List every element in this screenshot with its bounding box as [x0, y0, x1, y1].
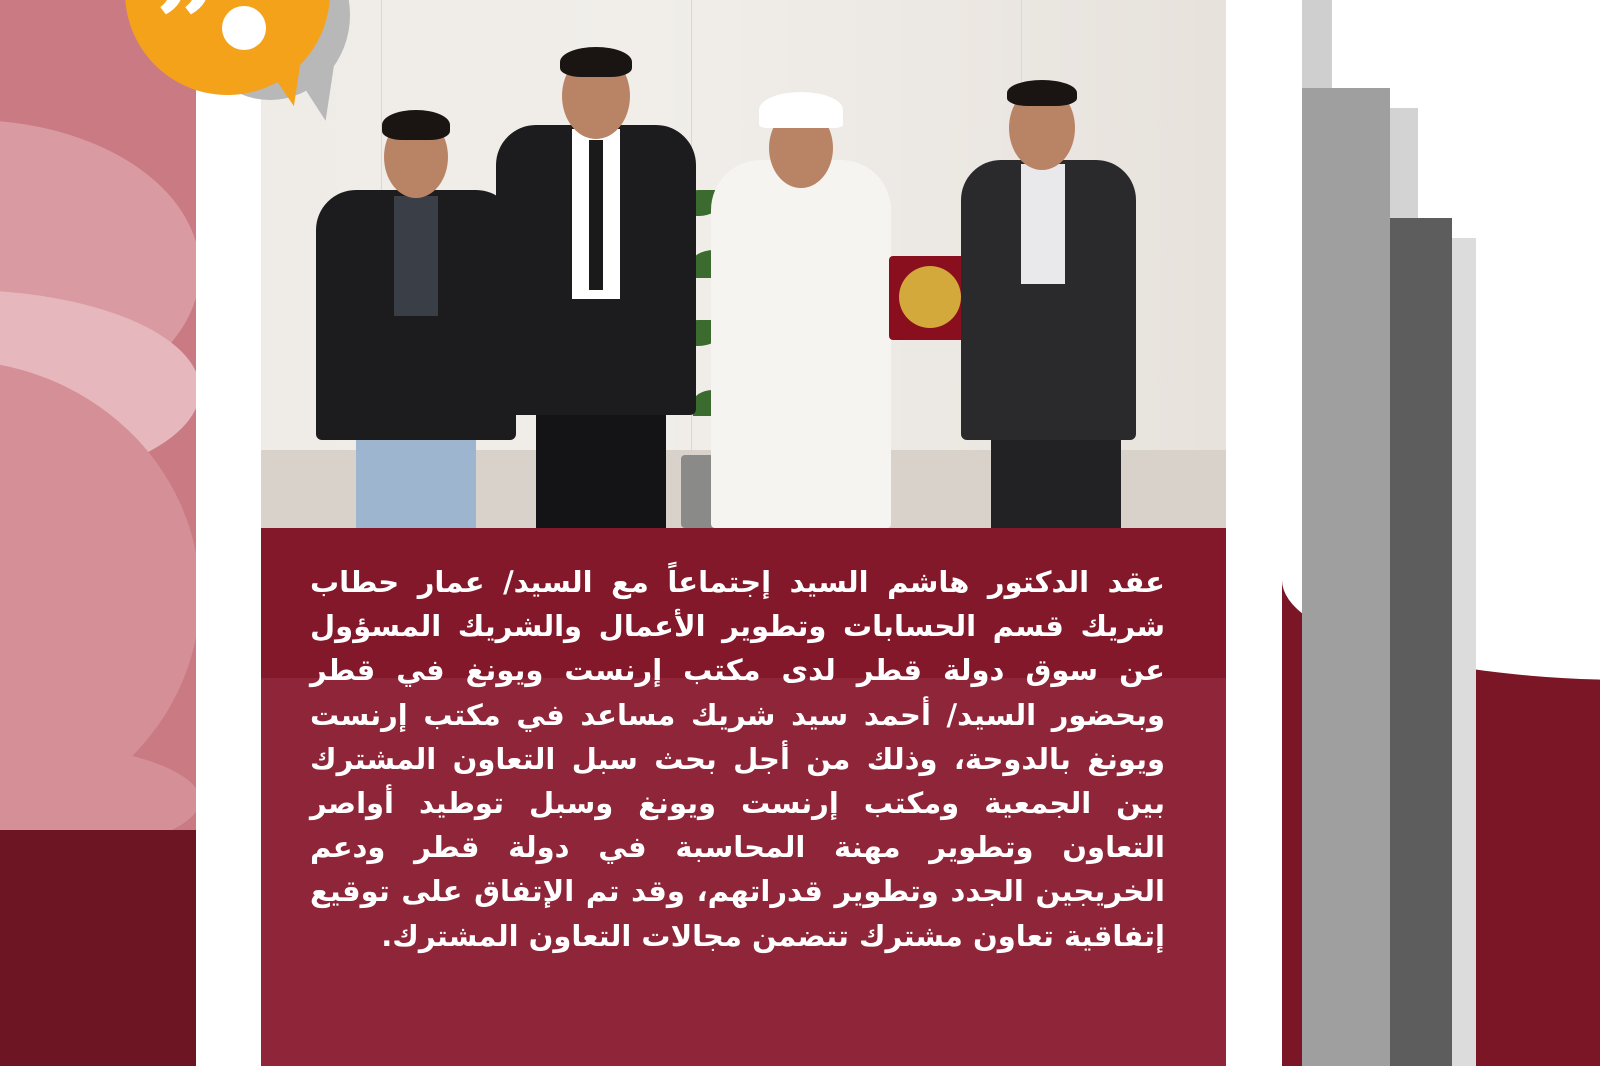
bubble-dot [222, 6, 266, 50]
award-plaque [889, 256, 971, 340]
plaque-medal [899, 266, 961, 328]
meeting-photo [261, 0, 1226, 528]
quote-mark-icon [155, 0, 215, 30]
decorative-bar [1452, 238, 1476, 1066]
decorative-bar [1302, 88, 1390, 1066]
left-decorative-band [0, 0, 200, 1066]
decorative-bar [1390, 218, 1452, 1066]
article-body: عقد الدكتور هاشم السيد إجتماعاً مع السيد/ عمار حطاب شريك قسم الحسابات وتطوير الأعمال والشريك المسؤول عن سوق دولة قطر لدى مكتب إرنست ويونغ في قطر وبحضور السيد/ أحمد سيد شريك مساعد في مكتب إرنست ويونغ بالدوحة، وذلك من أجل بحث سبل التعاون المشترك بين الجمعية ومكتب إرنست ويونغ وسبل توطيد أواصر التعاون وتطوير مهنة المحاسبة في دولة قطر ودعم الخريجين الجدد وتطوير قدراتهم، وقد تم الإتفاق على توقيع إتفاقية تعاون مشترك تتضمن مجالات التعاون المشترك. [310, 565, 1165, 953]
left-bottom-block [0, 830, 200, 1066]
